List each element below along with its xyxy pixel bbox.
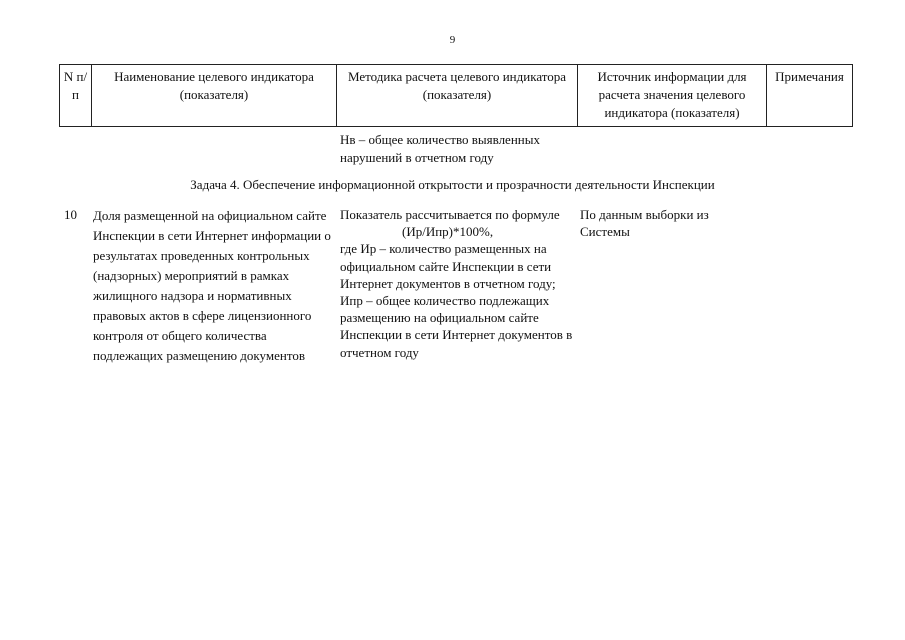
row-10-source: По данным выборки из Системы — [580, 207, 709, 240]
row-10-method — [340, 206, 575, 361]
indicator-table-header — [59, 64, 853, 127]
row-10-number: 10 — [64, 207, 77, 222]
header-notes: Примечания — [767, 65, 853, 127]
method-intro: Показатель рассчитывается по формуле — [340, 207, 560, 222]
task-heading: Задача 4. Обеспечение информационной открытости и прозрачности деятельности Инспекции — [190, 177, 715, 192]
method-rest: где Ир – количество размещенных на официальном сайте Инспекции в сети Интернет документов в отчетном году; Ипр – общее количество подлежащих размещению на официальном сайте Инспекции в сети Интернет документов в отчетном году — [340, 241, 573, 360]
header-name: Наименование целевого индикатора (показателя) — [92, 65, 337, 127]
header-method: Методика расчета целевого индикатора (показателя) — [337, 65, 578, 127]
method-formula: (Ир/Ипр)*100%, — [402, 224, 494, 240]
header-source: Источник информации для расчета значения целевого индикатора (показателя) — [578, 65, 767, 127]
continuation-note: Нв – общее количество выявленных нарушений в отчетном году — [340, 132, 540, 165]
row-10-indicator-name: Доля размещенной на официальном сайте Инспекции в сети Интернет информации о результатах проведенных контрольных (надзорных) мероприятий в рамках жилищного надзора и нормативных правовых актов в сфере лицензионного контроля от общего количества подлежащих размещению документов — [93, 208, 331, 363]
header-row — [60, 65, 853, 127]
page-number: 9 — [449, 34, 456, 46]
header-num: N п/п — [60, 65, 92, 127]
